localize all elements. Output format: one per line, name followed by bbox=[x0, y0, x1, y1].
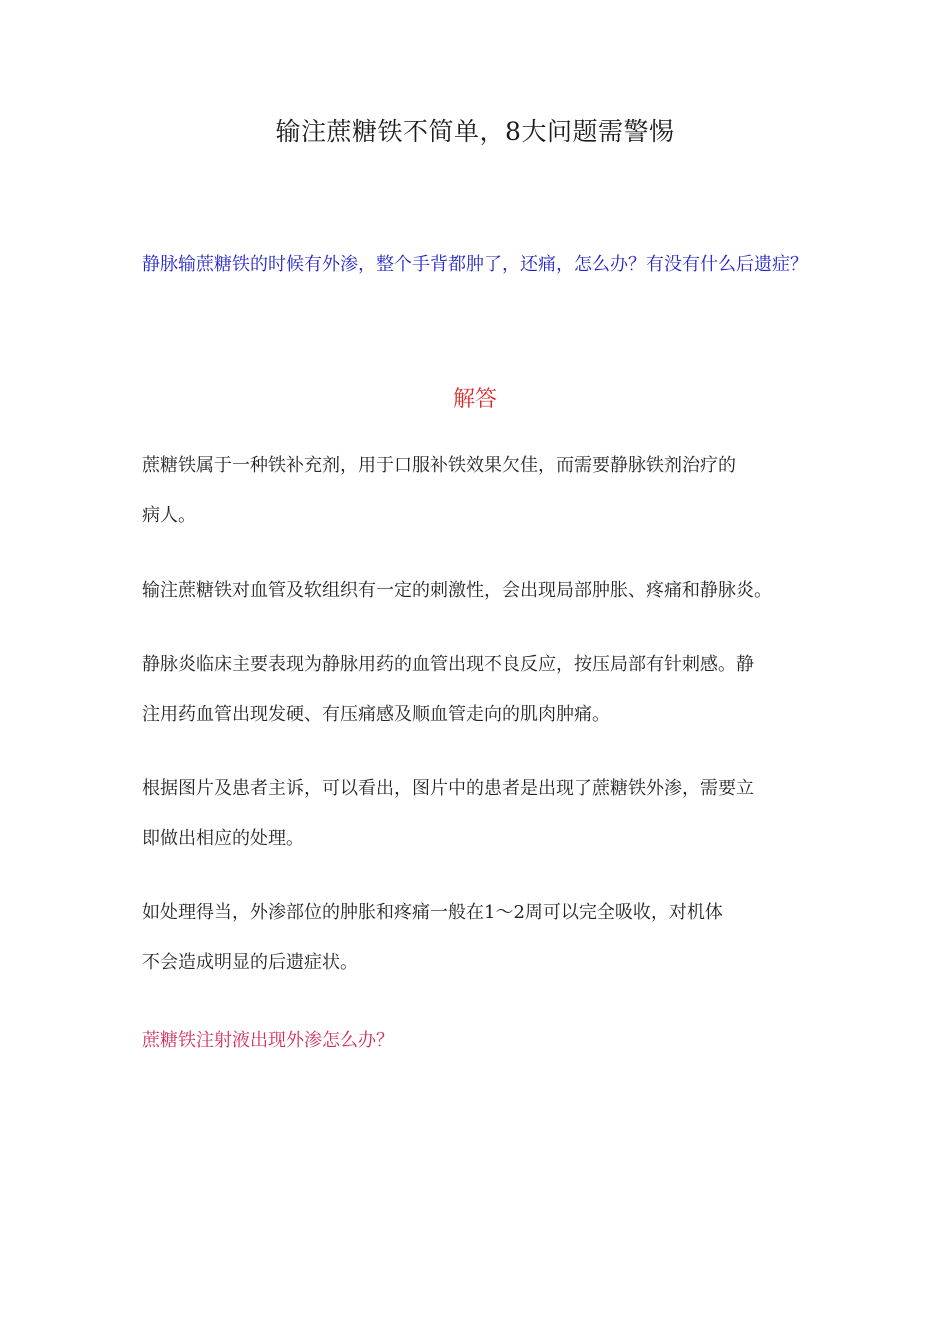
document-title: 输注蔗糖铁不简单，8大问题需警惕 bbox=[275, 117, 675, 146]
paragraph-1 bbox=[142, 441, 822, 541]
paragraph-4 bbox=[142, 764, 822, 864]
paragraph-line: 病人。 bbox=[142, 505, 196, 526]
paragraph-5 bbox=[142, 888, 822, 988]
paragraph-2 bbox=[142, 566, 822, 616]
paragraph-line: 输注蔗糖铁对血管及软组织有一定的刺激性，会出现局部肿胀、疼痛和静脉炎。 bbox=[142, 580, 772, 601]
paragraph-line: 不会造成明显的后遗症状。 bbox=[142, 952, 358, 973]
paragraph-line: 即做出相应的处理。 bbox=[142, 828, 304, 849]
paragraph-line: 注用药血管出现发硬、有压痛感及顺血管走向的肌肉肿痛。 bbox=[142, 704, 610, 725]
section-subheading: 蔗糖铁注射液出现外渗怎么办？ bbox=[142, 1030, 394, 1051]
paragraph-3 bbox=[142, 640, 822, 740]
paragraph-line: 静脉炎临床主要表现为静脉用药的血管出现不良反应，按压局部有针刺感。静 bbox=[142, 654, 754, 675]
paragraph-line: 蔗糖铁属于一种铁补充剂，用于口服补铁效果欠佳，而需要静脉铁剂治疗的 bbox=[142, 455, 736, 476]
paragraph-line: 根据图片及患者主诉，可以看出，图片中的患者是出现了蔗糖铁外渗，需要立 bbox=[142, 778, 754, 799]
answer-heading: 解答 bbox=[452, 387, 497, 412]
paragraph-line: 如处理得当，外渗部位的肿胀和疼痛一般在1～2周可以完全吸收，对机体 bbox=[142, 902, 723, 923]
question-text: 静脉输蔗糖铁的时候有外渗，整个手背都肿了，还痛，怎么办？有没有什么后遗症？ bbox=[142, 254, 808, 275]
